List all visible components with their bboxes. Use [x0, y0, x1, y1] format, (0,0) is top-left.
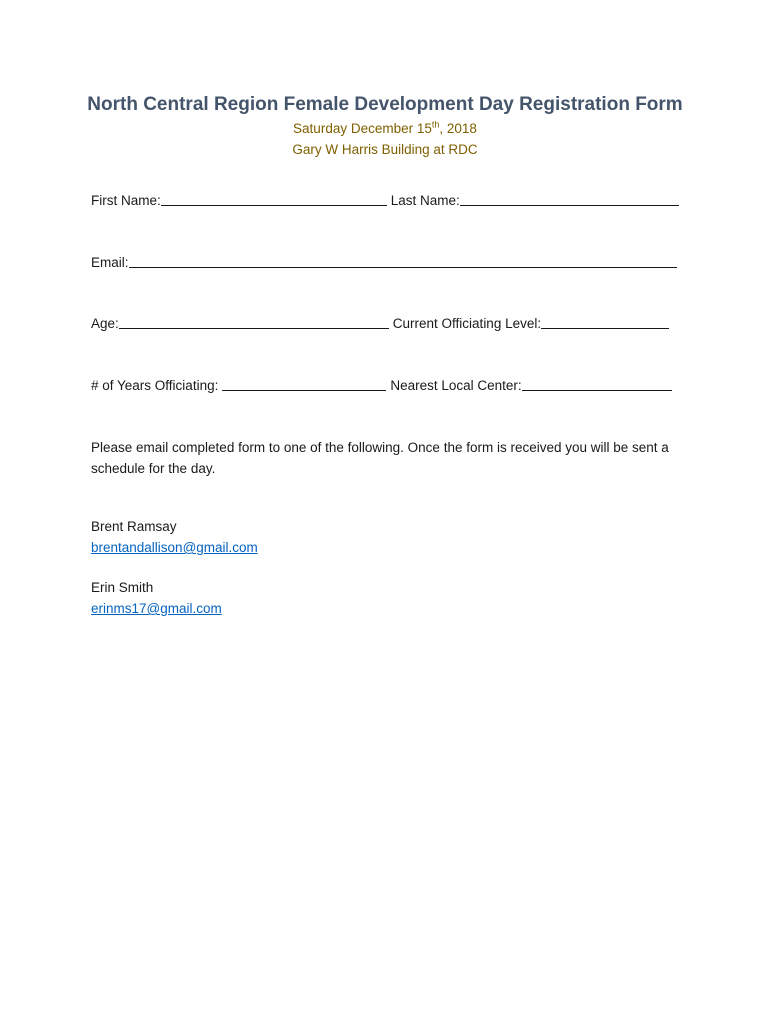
first-name-field[interactable] [161, 191, 387, 206]
form-title: North Central Region Female Development Day Registration Form [87, 94, 683, 115]
first-name-label: First Name: [91, 193, 161, 208]
years-officiating-field[interactable] [222, 376, 386, 391]
name-row [91, 191, 679, 208]
event-date [0, 121, 770, 136]
instructions-text: Please email completed form to one of the following. Once the form is received you will be sent a schedule for the day. [91, 440, 669, 476]
contact-email-link[interactable]: brentandallison@gmail.com [91, 540, 258, 555]
years-officiating-label: # of Years Officiating: [91, 378, 219, 393]
years-row [91, 376, 679, 393]
email-row [91, 253, 679, 270]
nearest-center-label: Nearest Local Center: [390, 378, 522, 393]
contact-name: Brent Ramsay [91, 519, 177, 534]
officiating-level-label: Current Officiating Level: [392, 316, 542, 331]
age-field[interactable] [119, 314, 389, 329]
last-name-field[interactable] [460, 191, 679, 206]
event-date-suffix: th [431, 119, 440, 130]
email-label: Email: [91, 255, 129, 270]
nearest-center-field[interactable] [522, 376, 672, 391]
contact-email-link[interactable]: erinms17@gmail.com [91, 601, 222, 616]
contact-name: Erin Smith [91, 580, 154, 595]
event-date-main: Saturday December 15 [293, 121, 432, 136]
age-label: Age: [91, 316, 119, 331]
event-location: Gary W Harris Building at RDC [292, 142, 478, 157]
age-row [91, 314, 679, 331]
email-field[interactable] [129, 253, 677, 268]
officiating-level-field[interactable] [541, 314, 669, 329]
event-date-year: , 2018 [439, 121, 477, 136]
last-name-label: Last Name: [390, 193, 460, 208]
